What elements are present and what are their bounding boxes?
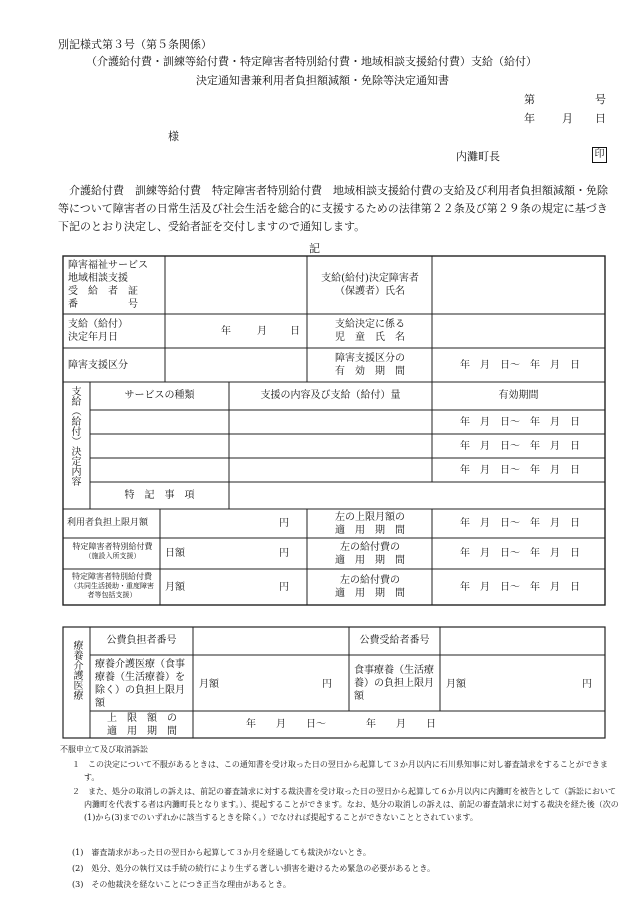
medical-period: 年 月 日〜 年 月 日	[246, 719, 436, 730]
note-item-3: (3) その他裁決を経ないことにつき正当な理由があるとき。	[72, 880, 291, 889]
special-benefit-1-yen: 円	[279, 548, 289, 559]
special-benefit-1-period-label: 左の給付費の 適 用 期 間	[335, 542, 405, 566]
medical-limit-label: 療養介護医療（食事 療養（生活療養）を 除く）の負担上限月 額	[95, 659, 185, 709]
decision-date-month: 月	[257, 326, 267, 337]
special-benefit-2-monthly: 月額	[165, 582, 185, 593]
note-item-1: (1) 審査請求があった日の翌日から起算して３か月を経過しても裁決がないとき。	[72, 848, 371, 857]
title-line-2: 決定通知書兼利用者負担額減額・免除等決定通知書	[196, 74, 449, 87]
special-notes-label: 特 記 事 項	[124, 490, 195, 501]
note-1: １ この決定について不服があるときは、この通知書を受け取った日の翌日から起算して３か月以内に石川県知事に対し審査請求をすることができます。	[72, 760, 608, 782]
body-text: 介護給付費 訓練等給付費 特定障害者特別給付費 地域相談支援給付費の支給及び利用者負担額減額・免除等について障害者の日常生活及び社会生活を総合的に支援するための法律第２２条及び第２９条の規定に基づき下記のとおり決定し、受給者証を交付しますので通知します。	[58, 184, 608, 233]
note-item-2: (2) 処分、処分の執行又は手続の続行により生ずる著しい損害を避けるため緊急の必要があるとき。	[72, 864, 436, 873]
service-type-header: サービスの種類	[124, 390, 195, 401]
recipient-label: 支給(給付)決定障害者 （保護者）氏名	[321, 273, 419, 297]
medical-period-label: 上 限 額 の 適 用 期 間	[107, 713, 177, 737]
special-benefit-2-yen: 円	[279, 582, 289, 593]
doc-number-suffix: 号	[595, 93, 606, 106]
date-day: 日	[595, 112, 606, 125]
special-benefit-1-label: 特定障害者特別給付費 （施設入所支援）	[72, 542, 153, 560]
upper-limit-period: 年 月 日〜 年 月 日	[460, 518, 580, 529]
special-benefit-2-period: 年 月 日〜 年 月 日	[460, 582, 580, 593]
date-month: 月	[562, 112, 573, 125]
support-class-label: 障害支援区分	[68, 360, 128, 371]
decision-date-day: 日	[290, 326, 300, 337]
valid-period-row-1: 年 月 日〜 年 月 日	[460, 417, 580, 428]
medical-limit-monthly: 月額	[199, 679, 219, 690]
issuer: 内灘町長	[456, 150, 500, 163]
valid-period-row-3: 年 月 日〜 年 月 日	[460, 465, 580, 476]
service-amount-header: 支援の内容及び支給（給付）量	[260, 390, 401, 401]
ki-label: 記	[309, 242, 320, 255]
medical-vertical-label: 療養介護医療	[71, 640, 82, 700]
special-benefit-1-period: 年 月 日〜 年 月 日	[460, 548, 580, 559]
special-benefit-1-daily: 日額	[165, 548, 185, 559]
decision-vertical-label: 支給（給付）決定内容	[69, 386, 80, 486]
child-name-label: 支給決定に係る 児 童 氏 名	[335, 319, 405, 343]
meal-limit-monthly: 月額	[446, 679, 466, 690]
medical-limit-yen: 円	[322, 679, 332, 690]
title-line-1: （介護給付費・訓練等給付費・特定障害者特別給付費・地域相談支援給付費）支給（給付）	[86, 55, 537, 68]
support-class-period: 年 月 日〜 年 月 日	[460, 360, 580, 371]
upper-limit-period-label: 左の上限月額の 適 用 期 間	[335, 512, 405, 536]
note-2: ２ また、処分の取消しの訴えは、前記の審査請求に対する裁決書を受け取った日の翌日から起算して６か月以内に内灘町を被告として（訴訟において内灘町を代表する者は内灘町長となります。）、提起することができます。なお、処分の取消しの訴えは、前記の審査請求に対する裁決を経た後（次の(1)から(3)までのいずれかに該当するときを除く。）でなければ提起することができないこととされています。	[72, 787, 619, 822]
recipient-number-label: 公費受給者番号	[359, 635, 430, 646]
addressee-suffix: 様	[168, 130, 179, 143]
upper-limit-label: 利用者負担上限月額	[67, 518, 149, 528]
form-number: 別記様式第３号（第５条関係）	[58, 38, 212, 51]
upper-limit-yen: 円	[279, 518, 289, 529]
meal-limit-yen: 円	[582, 679, 592, 690]
valid-period-row-2: 年 月 日〜 年 月 日	[460, 441, 580, 452]
date-year: 年	[524, 112, 535, 125]
cert-label: 障害福祉サービス 地域相談支援 受 給 者 証 番 号	[68, 260, 148, 310]
valid-period-header: 有効期間	[498, 390, 539, 401]
special-benefit-2-period-label: 左の給付費の 適 用 期 間	[335, 575, 405, 599]
doc-number-label: 第	[524, 93, 535, 106]
decision-date-label: 支給（給付） 決定年月日	[68, 319, 128, 343]
seal-mark: 印	[592, 147, 607, 163]
meal-limit-label: 食事療養（生活療 養）の負担上限月 額	[354, 665, 434, 702]
payer-number-label: 公費負担者番号	[106, 635, 177, 646]
decision-date-year: 年	[221, 326, 231, 337]
special-benefit-2-label: 特定障害者特別給付費 （共同生活援助・重度障害 者等包括支援）	[70, 572, 154, 599]
notes-heading: 不服申立て及び取消訴訟	[60, 745, 148, 754]
support-class-period-label: 障害支援区分の 有 効 期 間	[335, 353, 405, 377]
